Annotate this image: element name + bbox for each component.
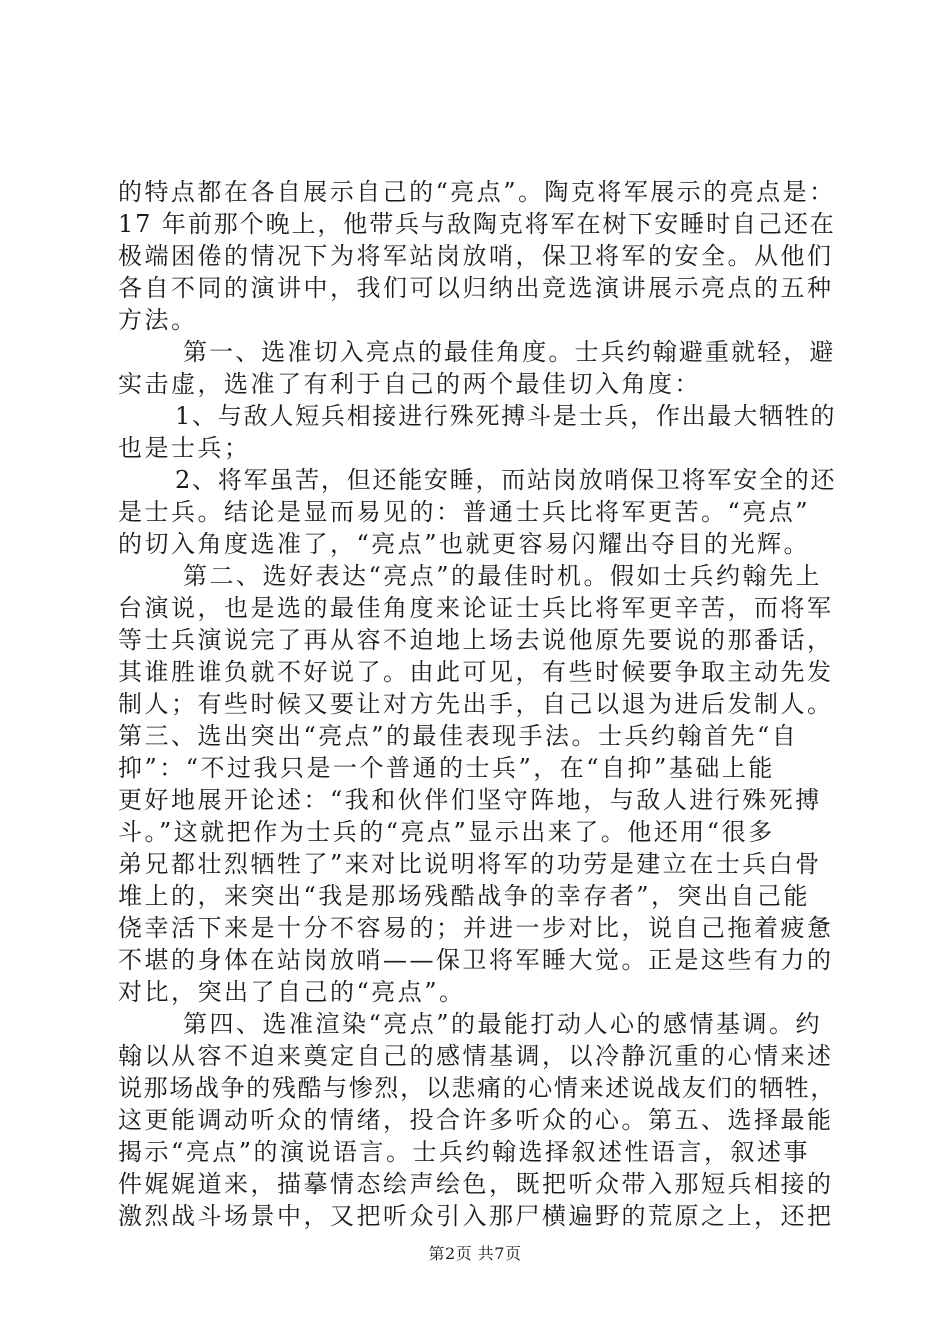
text-line: 对比，突出了自己的“亮点”。 [118, 978, 466, 1006]
text-line: 侥幸活下来是十分不容易的；并进一步对比，说自己拖着疲惫 [118, 914, 834, 942]
text-line: 更好地展开论述：“我和伙伴们坚守阵地，与敌人进行殊死搏 [118, 786, 822, 814]
text-line: 等士兵演说完了再从容不迫地上场去说他原先要说的那番话， [118, 626, 834, 654]
list-item-first-line: 2、将军虽苦，但还能安睡，而站岗放哨保卫将军安全的还 [175, 466, 837, 494]
text-line: 第三、选出突出“亮点”的最佳表现手法。士兵约翰首先“自 [118, 722, 799, 750]
text-line: 各自不同的演讲中，我们可以归纳出竞选演讲展示亮点的五种 [118, 274, 834, 302]
text-line: 揭示“亮点”的演说语言。士兵约翰选择叙述性语言，叙述事 [118, 1138, 811, 1166]
text-line: 方法。 [118, 306, 198, 334]
list-item-first-line: 1、与敌人短兵相接进行殊死搏斗是士兵，作出最大牺牲的 [175, 402, 837, 430]
text-line: 件娓娓道来，描摹情态绘声绘色，既把听众带入那短兵相接的 [118, 1170, 834, 1198]
page-footer: 第2页 共7页 [428, 1244, 522, 1263]
text-line: 17 年前那个晚上，他带兵与敌陶克将军在树下安睡时自己还在 [118, 210, 836, 238]
text-line: 激烈战斗场景中，又把听众引入那尸横遍野的荒原之上，还把 [118, 1202, 834, 1230]
paragraph-first-line: 第二、选好表达“亮点”的最佳时机。假如士兵约翰先上 [183, 562, 823, 590]
text-line: 抑”：“不过我只是一个普通的士兵”，在“自抑”基础上能 [118, 754, 775, 782]
text-line: 不堪的身体在站岗放哨——保卫将军睡大觉。正是这些有力的 [118, 946, 834, 974]
text-line: 斗。”这就把作为士兵的“亮点”显示出来了。他还用“很多 [118, 818, 775, 846]
text-line: 的特点都在各自展示自己的“亮点”。陶克将军展示的亮点是： [118, 178, 836, 206]
text-line: 这更能调动听众的情绪，投合许多听众的心。第五、选择最能 [118, 1106, 834, 1134]
text-line: 翰以从容不迫来奠定自己的感情基调，以冷静沉重的心情来述 [118, 1042, 834, 1070]
text-line: 实击虚，选准了有利于自己的两个最佳切入角度： [118, 370, 701, 398]
paragraph-first-line: 第四、选准渲染“亮点”的最能打动人心的感情基调。约 [183, 1010, 823, 1038]
paragraph-first-line: 第一、选准切入亮点的最佳角度。士兵约翰避重就轻，避 [183, 338, 836, 366]
text-line: 也是士兵； [118, 434, 251, 462]
text-line: 堆上的，来突出“我是那场残酷战争的幸存者”，突出自己能 [118, 882, 811, 910]
text-line: 的切入角度选准了，“亮点”也就更容易闪耀出夺目的光辉。 [118, 530, 811, 558]
text-line: 说那场战争的残酷与惨烈，以悲痛的心情来述说战友们的牺牲， [118, 1074, 836, 1102]
text-line: 台演说，也是选的最佳角度来论证士兵比将军更辛苦，而将军 [118, 594, 834, 622]
text-line: 极端困倦的情况下为将军站岗放哨，保卫将军的安全。从他们 [118, 242, 834, 270]
text-line: 其谁胜谁负就不好说了。由此可见，有些时候要争取主动先发 [118, 658, 834, 686]
text-line: 制人；有些时候又要让对方先出手，自己以退为进后发制人。 [118, 690, 834, 718]
text-line: 是士兵。结论是显而易见的：普通士兵比将军更苦。“亮点” [118, 498, 811, 526]
text-line: 弟兄都壮烈牺牲了”来对比说明将军的功劳是建立在士兵白骨 [118, 850, 822, 878]
